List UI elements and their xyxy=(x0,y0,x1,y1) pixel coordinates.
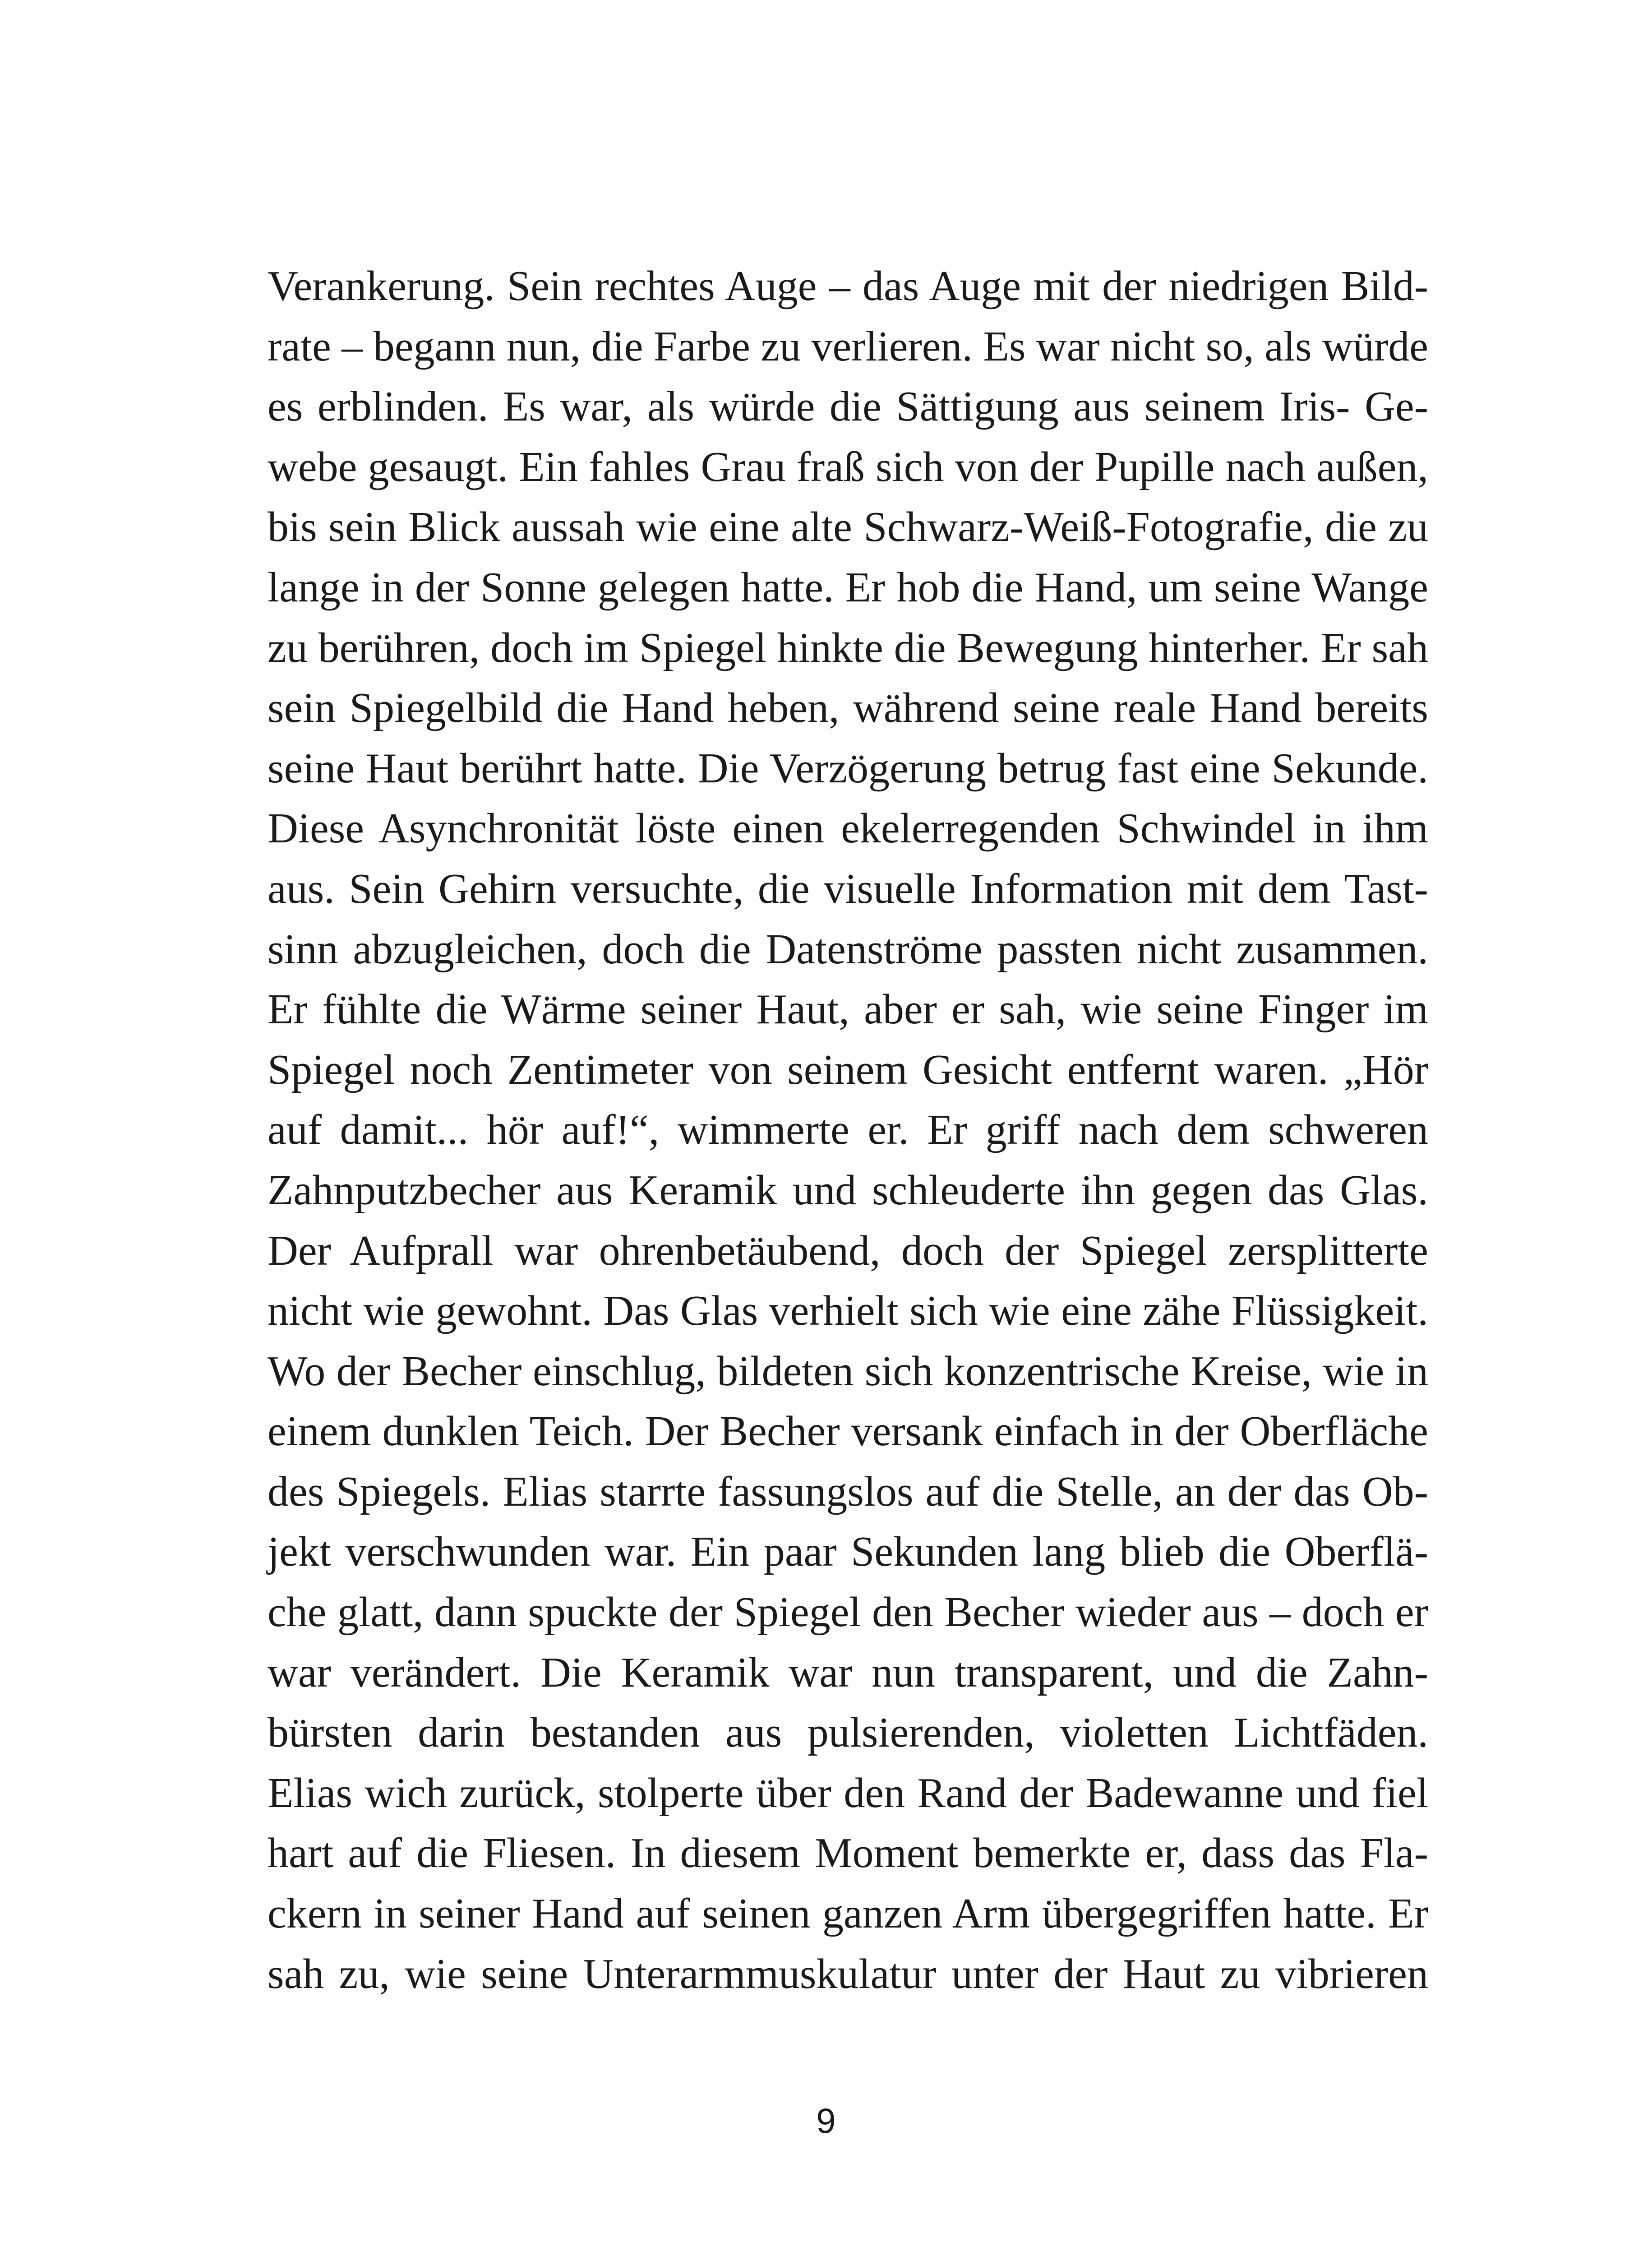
text-line: war verändert. Die Keramik war nun transparent, und die Zahn- xyxy=(268,1649,1428,1696)
text-line: Elias wich zurück, stolperte über den Rand der Badewanne und fiel xyxy=(268,1769,1428,1817)
text-line: Zahnputzbecher aus Keramik und schleuderte ihn gegen das Glas. xyxy=(268,1166,1428,1214)
text-line: aus. Sein Gehirn versuchte, die visuelle Information mit dem Tast- xyxy=(268,865,1428,912)
text-line: Er fühlte die Wärme seiner Haut, aber er sah, wie seine Finger im xyxy=(268,986,1428,1033)
text-line: des Spiegels. Elias starrte fassungslos auf die Stelle, an der das Ob- xyxy=(268,1468,1428,1515)
text-line: lange in der Sonne gelegen hatte. Er hob die Hand, um seine Wange xyxy=(268,564,1428,611)
text-line: Wo der Becher einschlug, bildeten sich konzentrische Kreise, wie in xyxy=(268,1347,1428,1395)
text-line: einem dunklen Teich. Der Becher versank einfach in der Oberfläche xyxy=(268,1408,1428,1455)
text-line: che glatt, dann spuckte der Spiegel den Becher wieder aus – doch er xyxy=(268,1589,1428,1636)
text-line: sein Spiegelbild die Hand heben, während seine reale Hand bereits xyxy=(268,684,1428,732)
text-line: zu berühren, doch im Spiegel hinkte die Bewegung hinterher. Er sah xyxy=(268,624,1428,671)
text-line: nicht wie gewohnt. Das Glas verhielt sich wie eine zähe Flüssigkeit. xyxy=(268,1287,1428,1335)
text-line: seine Haut berührt hatte. Die Verzögerung betrug fast eine Sekunde. xyxy=(268,744,1428,792)
page-number: 9 xyxy=(816,2101,836,2140)
text-line: webe gesaugt. Ein fahles Grau fraß sich von der Pupille nach außen, xyxy=(268,443,1428,490)
text-line: sah zu, wie seine Unterarmmuskulatur unter der Haut zu vibrieren xyxy=(268,1950,1428,1997)
body-text xyxy=(268,256,1428,2004)
text-line: bis sein Blick aussah wie eine alte Schwarz-Weiß-Fotografie, die zu xyxy=(268,504,1428,551)
text-line: bürsten darin bestanden aus pulsierenden, violetten Lichtfäden. xyxy=(268,1709,1428,1757)
text-line: hart auf die Fliesen. In diesem Moment bemerkte er, dass das Fla- xyxy=(268,1830,1428,1877)
text-line: auf damit... hör auf!“, wimmerte er. Er griff nach dem schweren xyxy=(268,1106,1428,1154)
text-line: Diese Asynchronität löste einen ekelerregenden Schwindel in ihm xyxy=(268,805,1428,852)
text-line: rate – begann nun, die Farbe zu verlieren. Es war nicht so, als würde xyxy=(268,323,1428,370)
text-line: jekt verschwunden war. Ein paar Sekunden lang blieb die Oberflä- xyxy=(268,1528,1428,1576)
text-line: Spiegel noch Zentimeter von seinem Gesicht entfernt waren. „Hör xyxy=(268,1046,1428,1093)
text-line: ckern in seiner Hand auf seinen ganzen Arm übergegriffen hatte. Er xyxy=(268,1890,1428,1937)
text-line: Verankerung. Sein rechtes Auge – das Auge mit der niedrigen Bild- xyxy=(268,263,1428,310)
text-line: sinn abzugleichen, doch die Datenströme passten nicht zusammen. xyxy=(268,925,1428,973)
text-line: es erblinden. Es war, als würde die Sättigung aus seinem Iris- Ge- xyxy=(268,383,1428,430)
text-line: Der Aufprall war ohrenbetäubend, doch der Spiegel zersplitterte xyxy=(268,1227,1428,1274)
